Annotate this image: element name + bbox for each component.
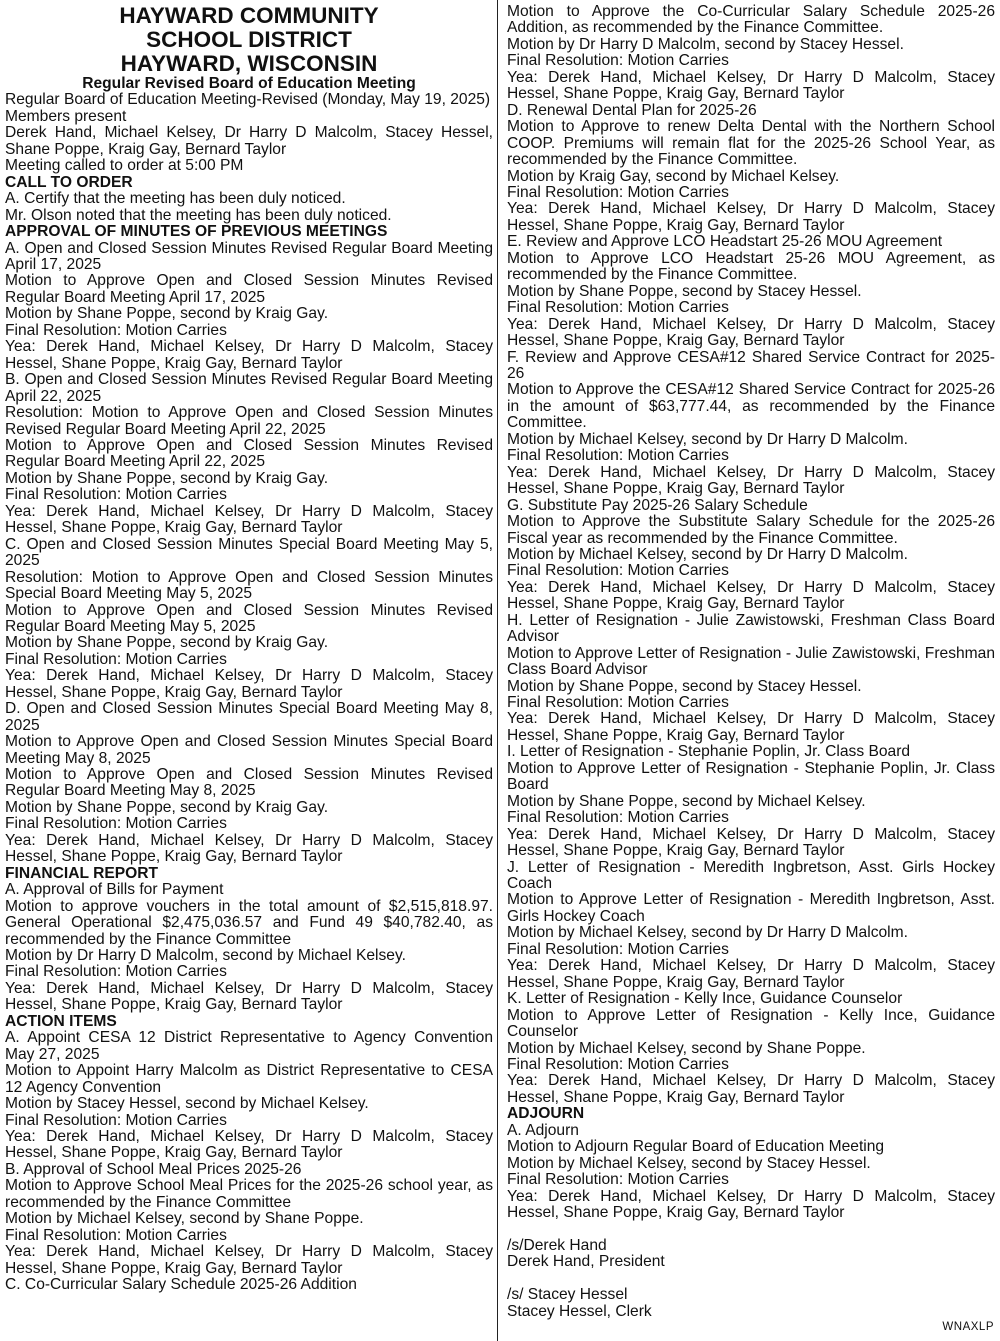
paragraph: Stacey Hessel, Clerk [507,1302,652,1320]
paragraph: Final Resolution: Motion Carries [507,940,729,958]
paragraph: Motion by Shane Poppe, second by Kraig Gay. [5,634,329,652]
paragraph: Yea: Derek Hand, Michael Kelsey, Dr Harry D Malcolm, Stacey Hessel, Shane Poppe, Kraig Gay, Bernard Taylor [5,1243,493,1277]
paragraph: Motion to Approve the Substitute Salary Schedule for the 2025-26 Fiscal year as recommended by the Finance Committee. [507,513,995,547]
paragraph: Final Resolution: Motion Carries [507,1056,729,1073]
paragraph: Regular Board of Education Meeting-Revised (Monday, May 19, 2025) [5,91,491,109]
paragraph: F. Review and Approve CESA#12 Shared Service Contract for 2025-26 [507,348,995,382]
section-heading: FINANCIAL REPORT [5,864,159,882]
paragraph: B. Approval of School Meal Prices 2025-26 [5,1160,302,1178]
paragraph: Yea: Derek Hand, Michael Kelsey, Dr Harry D Malcolm, Stacey Hessel, Shane Poppe, Kraig Gay, Bernard Taylor [5,979,493,1014]
right-column-body [507,4,995,1320]
spacer [507,1222,995,1238]
column-divider [497,0,498,1341]
paragraph: A. Open and Closed Session Minutes Revised Regular Board Meeting April 17, 2025 [5,239,493,273]
paragraph: Final Resolution: Motion Carries [5,1226,227,1244]
paragraph: Motion by Dr Harry D Malcolm, second by Michael Kelsey. [5,947,406,965]
paragraph: Yea: Derek Hand, Michael Kelsey, Dr Harry D Malcolm, Stacey Hessel, Shane Poppe, Kraig Gay, Bernard Taylor [507,1072,995,1106]
paragraph: Final Resolution: Motion Carries [5,486,227,504]
paragraph: /s/ Stacey Hessel [507,1286,628,1304]
paragraph: Final Resolution: Motion Carries [5,321,227,339]
masthead-line-3: HAYWARD, WISCONSIN [120,51,378,76]
paragraph: Motion by Kraig Gay, second by Michael Kelsey. [507,167,840,185]
paragraph: Yea: Derek Hand, Michael Kelsey, Dr Harry D Malcolm, Stacey Hessel, Shane Poppe, Kraig Gay, Bernard Taylor [5,831,493,866]
paragraph: Yea: Derek Hand, Michael Kelsey, Dr Harry D Malcolm, Stacey Hessel, Shane Poppe, Kraig Gay, Bernard Taylor [5,1128,493,1162]
paragraph: Final Resolution: Motion Carries [507,694,729,712]
paragraph: D. Renewal Dental Plan for 2025-26 [507,101,757,119]
paragraph: Yea: Derek Hand, Michael Kelsey, Dr Harry D Malcolm, Stacey Hessel, Shane Poppe, Kraig Gay, Bernard Taylor [507,200,995,234]
paragraph: Motion by Stacey Hessel, second by Michael Kelsey. [5,1095,369,1113]
paragraph: Motion by Michael Kelsey, second by Dr Harry D Malcolm. [507,430,908,448]
paragraph: A. Certify that the meeting has been duly noticed. [5,190,346,208]
paragraph: Motion to Appoint Harry Malcolm as District Representative to CESA 12 Agency Convention [5,1062,493,1096]
paragraph: G. Substitute Pay 2025-26 Salary Schedule [507,496,808,514]
paragraph: Yea: Derek Hand, Michael Kelsey, Dr Harry D Malcolm, Stacey Hessel, Shane Poppe, Kraig Gay, Bernard Taylor [507,710,995,744]
paragraph: Motion to Approve Open and Closed Session Minutes Revised Regular Board Meeting April 17, 2025 [5,272,493,306]
paragraph: Motion to Approve School Meal Prices for the 2025-26 school year, as recommended by the Finance Committee [5,1177,493,1211]
paragraph: Motion by Dr Harry D Malcolm, second by Stacey Hessel. [507,35,904,53]
paragraph: Motion to approve vouchers in the total amount of $2,515,818.97. General Operational $2,475,036.57 and Fund 49 $40,782.40, as recommended by the Finance Committee [5,897,493,948]
left-column-body [5,92,493,1293]
paragraph: Motion by Shane Poppe, second by Michael Kelsey. [507,792,866,810]
paragraph: Yea: Derek Hand, Michael Kelsey, Dr Harry D Malcolm, Stacey Hessel, Shane Poppe, Kraig Gay, Bernard Taylor [507,957,995,991]
paragraph: D. Open and Closed Session Minutes Special Board Meeting May 8, 2025 [5,700,493,734]
paragraph: Final Resolution: Motion Carries [5,1111,227,1129]
paragraph: C. Open and Closed Session Minutes Special Board Meeting May 5, 2025 [5,535,493,570]
paragraph: J. Letter of Resignation - Meredith Ingbretson, Asst. Girls Hockey Coach [507,858,995,893]
paragraph: Final Resolution: Motion Carries [5,815,227,833]
paragraph: Motion to Approve the Co-Curricular Salary Schedule 2025-26 Addition, as recommended by the Finance Committee. [507,3,995,37]
paragraph: Motion by Shane Poppe, second by Stacey Hessel. [507,677,862,695]
paragraph: /s/Derek Hand [507,1236,607,1254]
paragraph: Motion to Adjourn Regular Board of Education Meeting [507,1138,885,1156]
paragraph: H. Letter of Resignation - Julie Zawistowski, Freshman Class Board Advisor [507,611,995,646]
paragraph: Derek Hand, Michael Kelsey, Dr Harry D Malcolm, Stacey Hessel, Shane Poppe, Kraig Gay, Bernard Taylor [5,124,493,158]
paragraph: B. Open and Closed Session Minutes Revised Regular Board Meeting April 22, 2025 [5,371,493,405]
paragraph: Yea: Derek Hand, Michael Kelsey, Dr Harry D Malcolm, Stacey Hessel, Shane Poppe, Kraig Gay, Bernard Taylor [507,68,995,103]
paragraph: Final Resolution: Motion Carries [5,963,227,981]
section-heading: APPROVAL OF MINUTES OF PREVIOUS MEETINGS [5,223,388,241]
paragraph: Motion to Approve Open and Closed Session Minutes Special Board Meeting May 8, 2025 [5,733,493,767]
left-column [5,4,493,1294]
paragraph: Yea: Derek Hand, Michael Kelsey, Dr Harry D Malcolm, Stacey Hessel, Shane Poppe, Kraig Gay, Bernard Taylor [507,463,995,498]
paragraph: Motion to Approve Letter of Resignation - Kelly Ince, Guidance Counselor [507,1006,995,1041]
section-heading: CALL TO ORDER [5,173,133,191]
right-column [507,4,995,1320]
paragraph: Yea: Derek Hand, Michael Kelsey, Dr Harry D Malcolm, Stacey Hessel, Shane Poppe, Kraig Gay, Bernard Taylor [5,502,493,537]
paragraph: Motion by Michael Kelsey, second by Dr Harry D Malcolm. [507,924,908,942]
paragraph: Motion to Approve Letter of Resignation - Stephanie Poplin, Jr. Class Board [507,759,995,794]
paragraph: Motion by Michael Kelsey, second by Shane Poppe. [5,1210,364,1228]
paragraph: Motion by Michael Kelsey, second by Dr Harry D Malcolm. [507,545,908,563]
paragraph: Derek Hand, President [507,1253,665,1271]
masthead-line-2: SCHOOL DISTRICT [146,27,352,52]
paragraph: A. Appoint CESA 12 District Representative to Agency Convention May 27, 2025 [5,1029,493,1063]
section-heading: ACTION ITEMS [5,1012,117,1030]
paragraph: Final Resolution: Motion Carries [507,183,729,201]
paragraph: Motion to Approve to renew Delta Dental with the Northern School COOP. Premiums will remain flat for the 2025-26 School Year, as recommended by the Finance Committee. [507,118,995,169]
paragraph: Meeting called to order at 5:00 PM [5,157,244,175]
paragraph: Resolution: Motion to Approve Open and Closed Session Minutes Special Board Meeting May 5, 2025 [5,568,493,603]
paragraph: Yea: Derek Hand, Michael Kelsey, Dr Harry D Malcolm, Stacey Hessel, Shane Poppe, Kraig Gay, Bernard Taylor [507,315,995,350]
paragraph: Motion by Shane Poppe, second by Stacey Hessel. [507,282,862,300]
paragraph: Motion by Shane Poppe, second by Kraig Gay. [5,469,329,487]
paragraph: Motion to Approve Open and Closed Session Minutes Revised Regular Board Meeting May 8, 2025 [5,766,493,800]
paragraph: E. Review and Approve LCO Headstart 25-26 MOU Agreement [507,233,943,251]
paragraph: Motion by Shane Poppe, second by Kraig Gay. [5,798,329,816]
paragraph: Final Resolution: Motion Carries [507,809,729,827]
paragraph: K. Letter of Resignation - Kelly Ince, Guidance Counselor [507,990,903,1008]
paragraph: Motion to Approve the CESA#12 Shared Service Contract for 2025-26 in the amount of $63,777.44, as recommended by the Finance Committee. [507,381,995,432]
masthead-line-1: HAYWARD COMMUNITY [119,3,379,28]
paragraph: Yea: Derek Hand, Michael Kelsey, Dr Harry D Malcolm, Stacey Hessel, Shane Poppe, Kraig Gay, Bernard Taylor [507,578,995,613]
paragraph: Final Resolution: Motion Carries [507,562,729,580]
paragraph: Yea: Derek Hand, Michael Kelsey, Dr Harry D Malcolm, Stacey Hessel, Shane Poppe, Kraig Gay, Bernard Taylor [5,338,493,372]
section-heading: ADJOURN [507,1105,585,1123]
meeting-subtitle: Regular Revised Board of Education Meeting [82,75,416,92]
spacer [507,1271,995,1287]
paragraph: Final Resolution: Motion Carries [5,650,227,668]
paragraph: Mr. Olson noted that the meeting has been duly noticed. [5,206,392,224]
paragraph: Yea: Derek Hand, Michael Kelsey, Dr Harry D Malcolm, Stacey Hessel, Shane Poppe, Kraig Gay, Bernard Taylor [507,1187,995,1222]
masthead [5,4,493,76]
paragraph: Motion by Shane Poppe, second by Kraig Gay. [5,305,329,323]
paragraph: Resolution: Motion to Approve Open and Closed Session Minutes Revised Regular Board Meeting April 22, 2025 [5,404,493,438]
paragraph: A. Adjourn [507,1121,579,1139]
paragraph: C. Co-Curricular Salary Schedule 2025-26 Addition [5,1276,357,1294]
paragraph: Final Resolution: Motion Carries [507,52,729,70]
paragraph: Motion to Approve Letter of Resignation - Julie Zawistowski, Freshman Class Board Advisor [507,644,995,679]
paragraph: Final Resolution: Motion Carries [507,447,729,465]
publication-code: WNAXLP [942,1321,994,1333]
paragraph: Members present [5,107,127,125]
paragraph: Motion to Approve Open and Closed Session Minutes Revised Regular Board Meeting May 5, 2025 [5,601,493,635]
paragraph: I. Letter of Resignation - Stephanie Poplin, Jr. Class Board [507,743,911,761]
paragraph: Yea: Derek Hand, Michael Kelsey, Dr Harry D Malcolm, Stacey Hessel, Shane Poppe, Kraig Gay, Bernard Taylor [507,825,995,860]
paragraph: Motion to Approve Open and Closed Session Minutes Revised Regular Board Meeting April 22, 2025 [5,436,493,471]
paragraph: Final Resolution: Motion Carries [507,299,729,317]
paragraph: Motion to Approve Letter of Resignation - Meredith Ingbretson, Asst. Girls Hockey Coach [507,891,995,925]
paragraph: Motion by Michael Kelsey, second by Stacey Hessel. [507,1154,871,1172]
paragraph: Motion by Michael Kelsey, second by Shane Poppe. [507,1039,866,1057]
paragraph: Final Resolution: Motion Carries [507,1171,729,1189]
paragraph: Yea: Derek Hand, Michael Kelsey, Dr Harry D Malcolm, Stacey Hessel, Shane Poppe, Kraig Gay, Bernard Taylor [5,667,493,701]
paragraph: Motion to Approve LCO Headstart 25-26 MOU Agreement, as recommended by the Finance Committee. [507,249,995,284]
paragraph: A. Approval of Bills for Payment [5,881,224,899]
